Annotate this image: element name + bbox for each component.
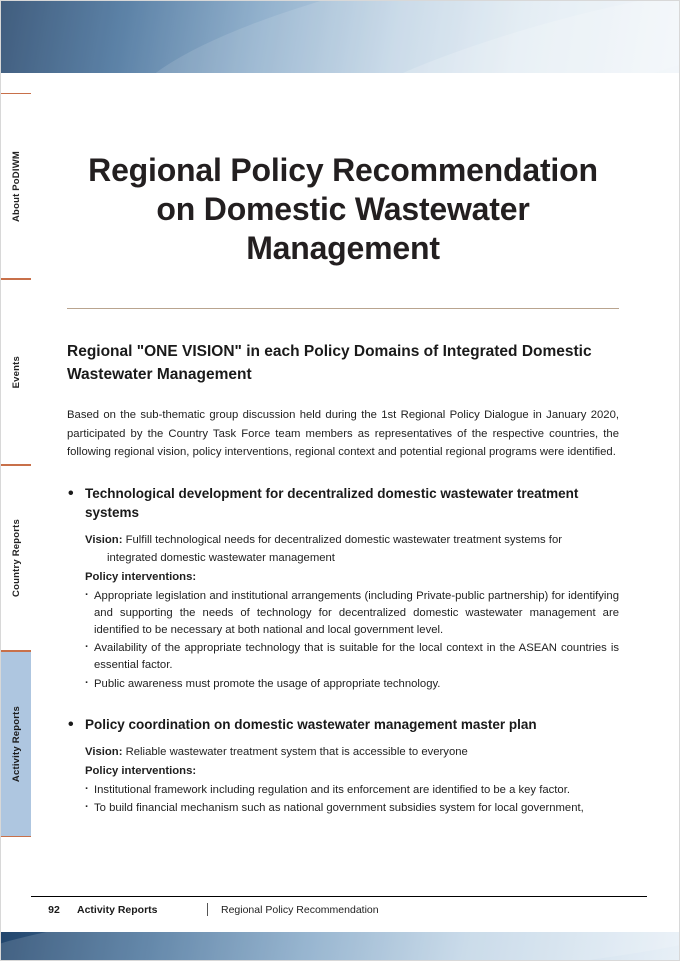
footer-vertical-divider <box>207 903 208 916</box>
footer-section-label: Activity Reports <box>77 903 158 916</box>
policy-interventions-label: Policy interventions: <box>85 765 197 778</box>
page-number: 92 <box>48 903 60 916</box>
policy-intervention-item: · To build financial mechanism such as national government subsidies system for local government, <box>85 800 619 817</box>
policy-intervention-item: · Institutional framework including regulation and its enforcement are identified to be a key factor. <box>85 782 619 799</box>
page-footer <box>31 896 647 922</box>
top-decorative-banner <box>1 1 680 73</box>
page-content <box>67 151 619 817</box>
side-tab-activity-reports[interactable] <box>1 651 31 837</box>
intro-paragraph: Based on the sub-thematic group discussion held during the 1st Regional Policy Dialogue in January 2020, participated by the Country Task Force team members as representatives of the respective countries, the following regional vision, policy interventions, regional context and potential regional programs were identified. <box>67 409 619 459</box>
vision-line <box>85 532 619 550</box>
side-tab-label: Country Reports <box>10 519 22 597</box>
policy-block-heading: • Technological development for decentralized domestic wastewater treatment systems <box>67 484 619 522</box>
vision-label: Vision: <box>85 745 123 758</box>
footer-divider-line <box>31 896 647 897</box>
policy-block-body <box>85 744 619 817</box>
bottom-banner-swoosh <box>1 932 680 960</box>
side-tab-label: About PoDIWM <box>10 150 22 222</box>
banner-white-strip <box>1 73 680 83</box>
policy-block-technological-development <box>67 484 619 693</box>
section-heading: Regional "ONE VISION" in each Policy Domains of Integrated Domestic Wastewater Management <box>67 343 592 383</box>
page-title: Regional Policy Recommendation on Domestic Wastewater Management <box>88 152 598 267</box>
policy-block-policy-coordination <box>67 715 619 817</box>
vision-label: Vision: <box>85 534 123 547</box>
policy-block-heading: • Policy coordination on domestic wastewater management master plan <box>67 715 619 734</box>
side-tab-about-podiwm[interactable] <box>1 93 31 279</box>
policy-interventions-label: Policy interventions: <box>85 571 197 584</box>
policy-intervention-item: · Appropriate legislation and institutional arrangements (including Private-public partnership) for identifying and supporting the needs of technology for decentralized domestic wastewater management are identified to be necessary at both national and local government level. <box>85 588 619 639</box>
title-divider <box>67 308 619 309</box>
bottom-decorative-banner <box>1 932 680 960</box>
side-tab-country-reports[interactable] <box>1 465 31 651</box>
policy-intervention-item: · Public awareness must promote the usage of appropriate technology. <box>85 676 619 693</box>
footer-content <box>31 903 647 916</box>
policy-intervention-item: · Availability of the appropriate technology that is suitable for the local context in the ASEAN countries is essential factor. <box>85 640 619 674</box>
vision-text-continued: integrated domestic wastewater management <box>107 551 335 564</box>
side-tab-rail <box>1 83 31 932</box>
side-tab-label: Activity Reports <box>10 705 22 783</box>
vision-line <box>85 744 619 762</box>
vision-text: Reliable wastewater treatment system that is accessible to everyone <box>125 745 468 758</box>
vision-text: Fulfill technological needs for decentralized domestic wastewater treatment systems for <box>125 534 562 547</box>
side-tab-events[interactable] <box>1 279 31 465</box>
side-tab-label: Events <box>10 355 22 389</box>
footer-subsection-label: Regional Policy Recommendation <box>221 903 379 916</box>
policy-block-body <box>85 532 619 692</box>
